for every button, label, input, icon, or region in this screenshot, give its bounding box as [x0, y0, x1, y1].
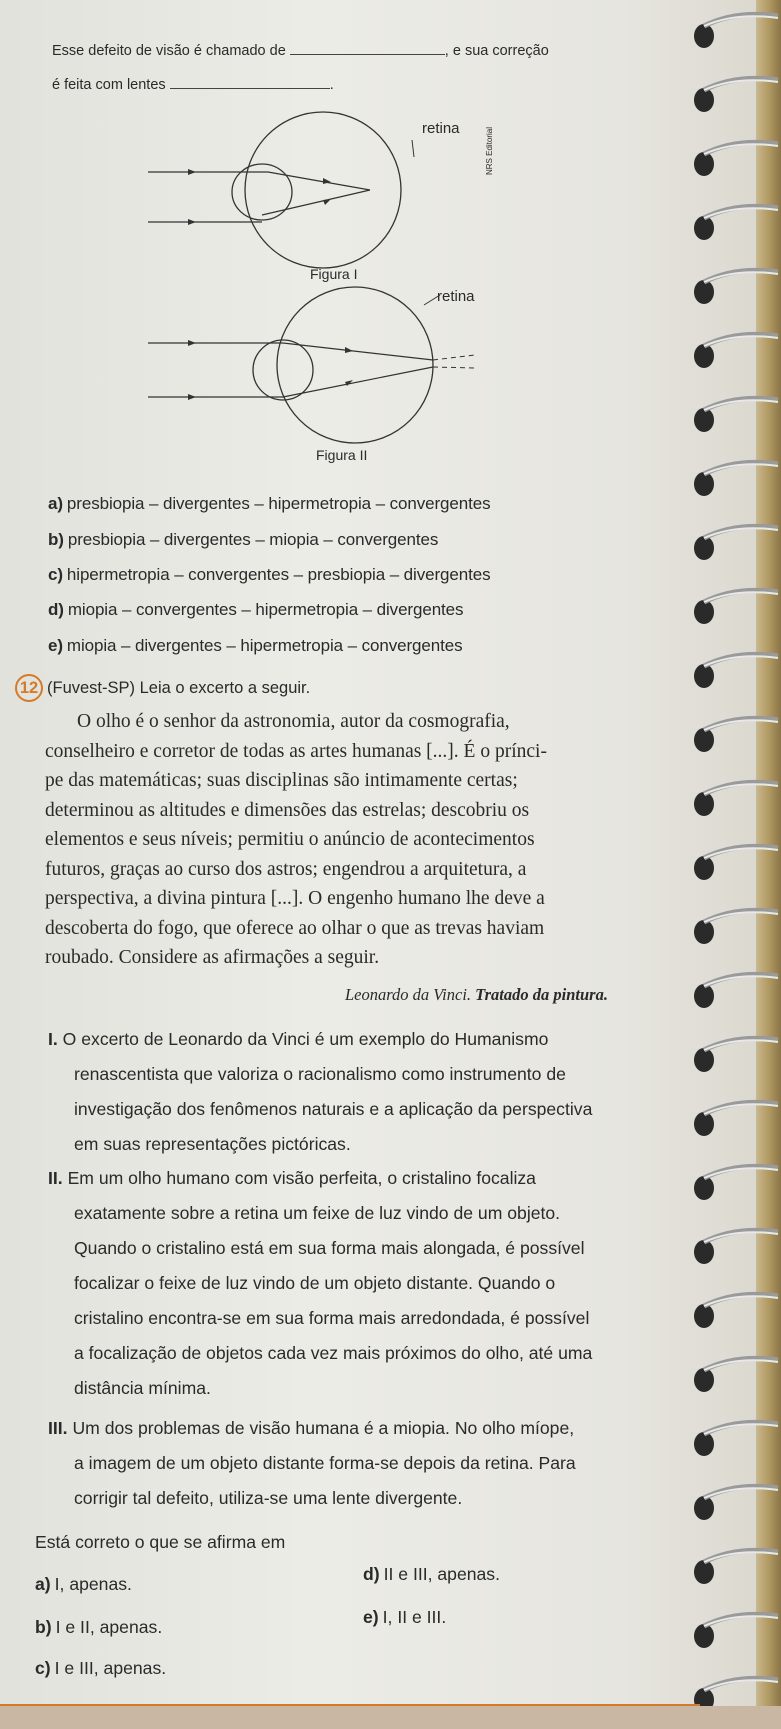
source-title: Tratado da pintura.: [475, 985, 608, 1004]
q12-header: [15, 674, 310, 702]
excerpt-line: O olho é o senhor da astronomia, autor da cosmografia,: [77, 711, 510, 732]
spiral-ring: [686, 264, 781, 320]
eyeball-outline: [245, 112, 401, 268]
q12-answer-d[interactable]: d) II e III, apenas.: [363, 1564, 500, 1584]
statement-2: II. Em um olho humano com visão perfeita, o cristalino focaliza exatamente sobre a retina um feixe de luz vindo de um objeto. Quando o cristalino está em sua forma mais alongada, é possível focalizar o feixe de luz vindo de um objeto distante. Quando o cristalino encontra-se em sua forma mais arredondada, é possível a focalização de objetos cada vez mais próximos do olho, até uma distância mínima.: [48, 1168, 593, 1398]
excerpt-line: roubado. Considere as afirmações a seguir.: [45, 947, 380, 968]
spiral-ring: [686, 776, 781, 832]
q12-prompt: Está correto o que se afirma em: [35, 1532, 286, 1552]
intro-line-2: [52, 72, 334, 93]
excerpt-source: [345, 985, 608, 1005]
spiral-ring: [686, 1160, 781, 1216]
figure-1-caption: Figura I: [310, 266, 358, 282]
q12-answer-a[interactable]: a) I, apenas.: [35, 1574, 132, 1594]
excerpt-line: conselheiro e corretor de todas as artes humanas [...]. É o prínci-: [45, 740, 547, 762]
spiral-ring: [686, 1288, 781, 1344]
intro-text-2b: .: [329, 77, 334, 93]
spiral-ring: [686, 8, 781, 64]
spiral-ring: [686, 904, 781, 960]
spiral-ring: [686, 200, 781, 256]
spiral-ring: [686, 136, 781, 192]
excerpt-text: [45, 707, 547, 973]
spiral-ring: [686, 520, 781, 576]
spiral-ring: [686, 1416, 781, 1472]
crystalline-lens-2: [253, 340, 313, 400]
q11-option-a[interactable]: a) presbiopia – divergentes – hipermetropia – convergentes: [48, 494, 491, 513]
q12-answer-e[interactable]: e) I, II e III.: [363, 1607, 447, 1627]
figure-credit: NRS Editorial: [485, 126, 494, 175]
source-author: Leonardo da Vinci.: [345, 985, 472, 1004]
spiral-ring: [686, 1608, 781, 1664]
q12-header-text: (Fuvest-SP) Leia o excerto a seguir.: [47, 679, 311, 697]
answer-blank-defect: [290, 38, 445, 55]
spiral-ring: [686, 328, 781, 384]
spiral-ring: [686, 1544, 781, 1600]
spiral-ring: [686, 72, 781, 128]
spiral-ring: [686, 392, 781, 448]
figure-1-retina-label: retina: [422, 120, 460, 137]
spiral-ring: [686, 1224, 781, 1280]
intro-text-2a: é feita com lentes: [52, 77, 166, 93]
statement-numeral: III.: [48, 1418, 68, 1438]
spiral-ring: [686, 712, 781, 768]
excerpt-line: pe das matemáticas; suas disciplinas são intimamente certas;: [45, 770, 518, 791]
spiral-ring: [686, 1480, 781, 1536]
question-number-badge: 12: [15, 674, 43, 702]
spiral-ring: [686, 968, 781, 1024]
spiral-ring: [686, 1352, 781, 1408]
excerpt-line: determinou as altitudes e dimensões das estrelas; descobriu os: [45, 799, 530, 821]
excerpt-line: descoberta do fogo, que oferece ao olhar o que as trevas haviam: [45, 917, 545, 939]
excerpt-line: elementos e seus níveis; permitiu o anúncio de acontecimentos: [45, 829, 535, 850]
q12-answer-b[interactable]: b) I e II, apenas.: [35, 1617, 163, 1637]
page-bottom-edge: [0, 1706, 781, 1729]
figure-2-caption: Figura II: [316, 447, 368, 463]
spiral-ring: [686, 840, 781, 896]
spiral-ring: [686, 584, 781, 640]
spiral-ring: [686, 648, 781, 704]
statement-3: III. Um dos problemas de visão humana é a miopia. No olho míope, a imagem de um objeto distante forma-se depois da retina. Para corrigir tal defeito, utiliza-se uma lente divergente.: [48, 1418, 576, 1508]
figure-2-retina-label: retina: [437, 288, 475, 305]
answer-blank-lens: [170, 72, 330, 89]
q11-option-d[interactable]: d) miopia – convergentes – hipermetropia – divergentes: [48, 600, 464, 619]
q11-option-e[interactable]: e) miopia – divergentes – hipermetropia – convergentes: [48, 636, 463, 655]
intro-text-1a: Esse defeito de visão é chamado de: [52, 43, 286, 59]
q12-answer-c[interactable]: c) I e III, apenas.: [35, 1658, 167, 1678]
spiral-ring: [686, 1096, 781, 1152]
statement-1: I. O excerto de Leonardo da Vinci é um exemplo do Humanismo renascentista que valoriza o racionalismo como instrumento de investigação dos fenômenos naturais e a aplicação da perspectiva em suas representações pictóricas.: [48, 1029, 593, 1154]
spiral-ring: [686, 1032, 781, 1088]
q11-option-c[interactable]: c) hipermetropia – convergentes – presbiopia – divergentes: [48, 565, 491, 584]
spiral-ring: [686, 456, 781, 512]
intro-line-1: [52, 38, 549, 59]
excerpt-line: perspectiva, a divina pintura [...]. O engenho humano lhe deve a: [45, 888, 545, 909]
excerpt-line: futuros, graças ao curso dos astros; engendrou a arquitetura, a: [45, 858, 527, 880]
statement-numeral: I.: [48, 1029, 58, 1049]
figure-2-diagram: [140, 285, 500, 455]
statement-numeral: II.: [48, 1168, 63, 1188]
q11-option-b[interactable]: b) presbiopia – divergentes – miopia – convergentes: [48, 530, 439, 549]
eyeball-outline-2: [277, 287, 433, 443]
intro-text-1b: , e sua correção: [444, 43, 549, 59]
